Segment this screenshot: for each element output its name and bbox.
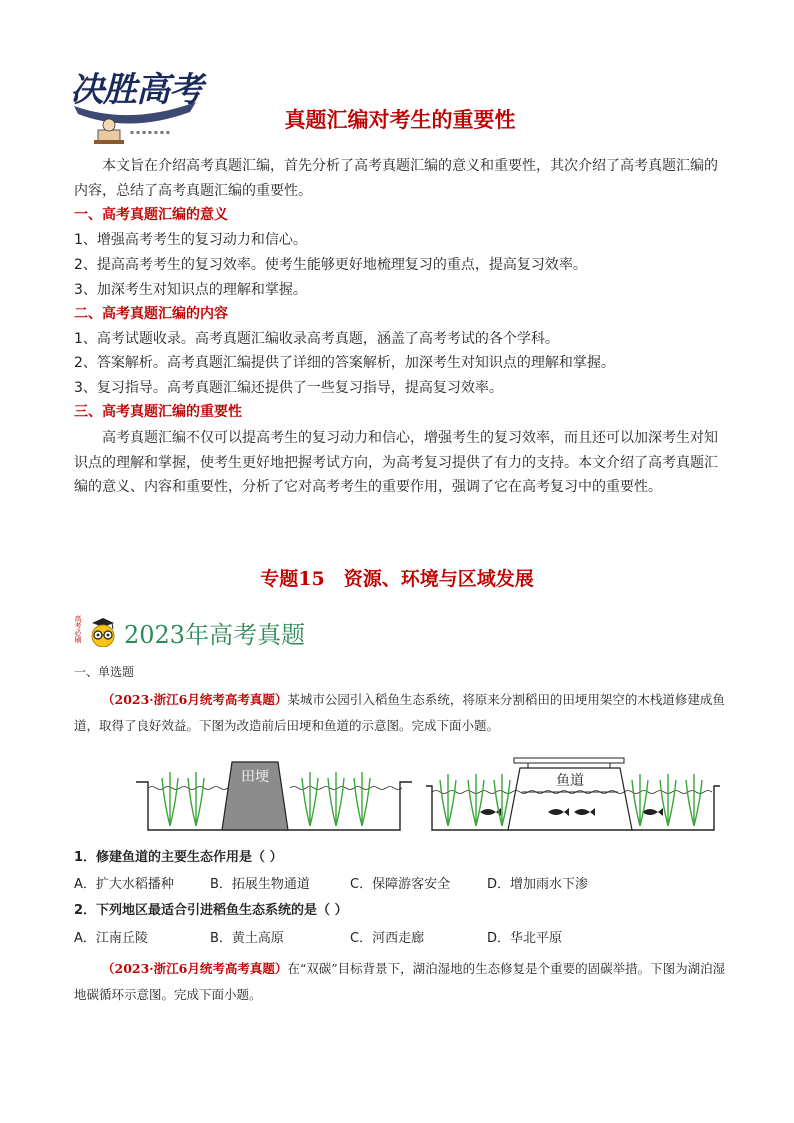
owl-glasses-icon xyxy=(86,617,120,647)
section-1-item-2: 2、提高高考考生的复习效率。使考生能够更好地梳理复习的重点，提高复习效率。 xyxy=(74,257,587,273)
intro-paragraph: 本文旨在介绍高考真题汇编，首先分析了高考真题汇编的意义和重要性，其次介绍了高考真题汇编的内容，总结了高考真题汇编的重要性。 xyxy=(74,158,718,199)
question-type-heading: 一、单选题 xyxy=(74,665,135,679)
year-banner xyxy=(74,614,305,650)
section-1-item-1: 1、增强高考考生的复习动力和信心。 xyxy=(74,232,307,248)
right-panel-fish-channel xyxy=(426,758,720,830)
conclusion-paragraph: 高考真题汇编不仅可以提高考生的复习动力和信心，增强考生的复习效率，而且还可以加深考生对知识点的理解和掌握，使考生更好地把握考试方向，为高考复习提供了有力的支持。本文介绍了高考真题汇编的意义、内容和重要性，分析了它对高考考生的重要作用，强调了它在高考复习中的重要性。 xyxy=(74,430,718,495)
section-2-item-2: 2、答案解析。高考真题汇编提供了详细的答案解析，加深考生对知识点的理解和掌握。 xyxy=(74,355,615,371)
question-2-options xyxy=(74,927,562,951)
option-2c[interactable]: C．河西走廊 xyxy=(350,931,425,946)
option-1d[interactable]: D．增加雨水下渗 xyxy=(487,877,589,892)
question-2-stem: 2．下列地区最适合引进稻鱼生态系统的是（ ） xyxy=(74,903,348,918)
banner-title: 2023年高考真题 xyxy=(124,620,306,649)
option-2a[interactable]: A．江南丘陵 xyxy=(74,931,148,946)
question-intro-2 xyxy=(74,956,734,1008)
option-2d[interactable]: D．华北平原 xyxy=(487,931,563,946)
section-2-item-1: 1、高考试题收录。高考真题汇编收录高考真题，涵盖了高考考试的各个学科。 xyxy=(74,331,559,347)
section-heading-1: 一、高考真题汇编的意义 xyxy=(74,207,228,223)
section-heading-2: 二、高考真题汇编的内容 xyxy=(74,306,228,322)
svg-text:▪ ▪ ▪ ▪ ▪ ▪ ▪: ▪ ▪ ▪ ▪ ▪ ▪ ▪ xyxy=(130,129,170,136)
section-1-item-3: 3、加深考生对知识点的理解和掌握。 xyxy=(74,282,307,298)
logo-text: 决胜高考 xyxy=(70,70,202,110)
option-1c[interactable]: C．保障游客安全 xyxy=(350,877,451,892)
option-1b[interactable]: B．拓展生物通道 xyxy=(210,877,310,892)
option-1a[interactable]: A．扩大水稻播种 xyxy=(74,877,174,892)
page-title: 真题汇编对考生的重要性 xyxy=(284,108,516,132)
question-intro-text-2: 在“双碳”目标背景下，湖泊湿地的生态修复是个重要的固碳举措。下图为湖泊湿地碳循环示意图。完成下面小题。 xyxy=(74,961,726,1002)
question-intro-1 xyxy=(74,687,734,739)
question-1-stem: 1．修建鱼道的主要生态作用是（ ） xyxy=(74,850,283,865)
banner-side-label: 高考必刷 xyxy=(74,615,82,643)
question-source-1: （2023·浙江6月统考高考真题） xyxy=(102,692,288,707)
section-heading-3: 三、高考真题汇编的重要性 xyxy=(74,404,242,420)
option-2b[interactable]: B．黄土高原 xyxy=(210,931,284,946)
topic-title: 专题15 资源、环境与区域发展 xyxy=(260,568,534,590)
label-fish-channel: 鱼道 xyxy=(556,773,584,789)
section-2-item-3: 3、复习指导。高考真题汇编还提供了一些复习指导，提高复习效率。 xyxy=(74,380,503,396)
ridge-fish-channel-figure xyxy=(130,752,720,838)
question-intro-text-1: 某城市公园引入稻鱼生态系统，将原来分割稻田的田埂用架空的木栈道修建成鱼道，取得了良好效益。下图为改造前后田埂和鱼道的示意图。完成下面小题。 xyxy=(74,692,725,733)
label-field-ridge: 田埂 xyxy=(241,769,269,785)
left-panel-field-ridge xyxy=(136,762,412,830)
question-1-options xyxy=(74,873,588,897)
question-source-2: （2023·浙江6月统考高考真题） xyxy=(102,961,288,976)
